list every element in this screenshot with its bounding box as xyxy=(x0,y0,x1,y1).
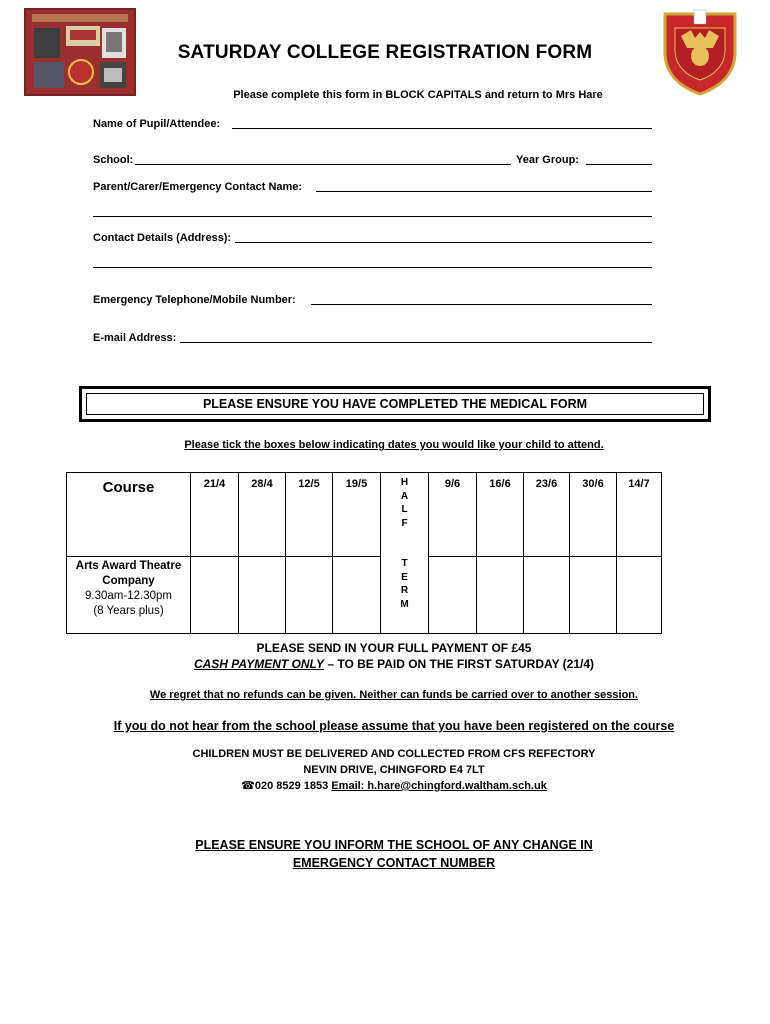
date-header: 30/6 xyxy=(570,473,617,557)
dates-table xyxy=(66,472,662,634)
tick-box[interactable] xyxy=(524,557,570,634)
date-header: 16/6 xyxy=(477,473,524,557)
parent-contact-field-line-2[interactable] xyxy=(93,216,652,217)
half-term-letter: L xyxy=(401,504,408,515)
tick-instruction: Please tick the boxes below indicating dates you would like your child to attend. xyxy=(184,439,604,451)
date-header: 28/4 xyxy=(239,473,286,557)
cash-payment-rest: – TO BE PAID ON THE FIRST SATURDAY (21/4) xyxy=(323,657,595,671)
half-term-letter: M xyxy=(400,598,409,610)
inform-notice-line-2: EMERGENCY CONTACT NUMBER xyxy=(292,856,496,870)
cash-payment-notice xyxy=(0,657,770,671)
cash-payment-emphasis: CASH PAYMENT ONLY xyxy=(193,657,324,671)
address-label: Contact Details (Address): xyxy=(93,232,232,244)
address-field-line-2[interactable] xyxy=(93,267,652,268)
half-term-letter: T xyxy=(401,558,408,569)
date-header: 23/6 xyxy=(524,473,570,557)
contact-line xyxy=(0,779,770,792)
date-header: 12/5 xyxy=(286,473,333,557)
form-instruction: Please complete this form in BLOCK CAPITALS and return to Mrs Hare xyxy=(233,89,603,101)
course-age: (8 Years plus) xyxy=(93,605,164,617)
course-name-line-1: Arts Award Theatre xyxy=(75,560,182,572)
table-row xyxy=(67,557,662,634)
course-header: Course xyxy=(67,473,191,557)
tick-box[interactable] xyxy=(429,557,477,634)
date-header: 9/6 xyxy=(429,473,477,557)
date-header: 19/5 xyxy=(333,473,381,557)
pupil-name-field[interactable] xyxy=(232,128,652,129)
tick-box[interactable] xyxy=(286,557,333,634)
half-term-letter: F xyxy=(401,517,408,529)
tick-box[interactable] xyxy=(239,557,286,634)
course-time: 9.30am-12.30pm xyxy=(85,590,172,602)
half-term-letter: R xyxy=(400,585,409,596)
emergency-phone-field[interactable] xyxy=(311,304,652,305)
tick-box[interactable] xyxy=(477,557,524,634)
contact-email: Email: h.hare@chingford.waltham.sch.uk xyxy=(331,780,547,792)
medical-form-banner xyxy=(79,386,711,422)
inform-notice-line-1: PLEASE ENSURE YOU INFORM THE SCHOOL OF ANY CHANGE IN xyxy=(195,838,593,852)
year-group-label: Year Group: xyxy=(516,154,579,166)
email-field[interactable] xyxy=(180,342,652,343)
form-title: SATURDAY COLLEGE REGISTRATION FORM xyxy=(177,42,593,63)
delivery-notice: CHILDREN MUST BE DELIVERED AND COLLECTED FROM CFS REFECTORY xyxy=(192,748,596,760)
half-term-letter: A xyxy=(400,490,409,502)
date-header: 14/7 xyxy=(617,473,662,557)
tick-box[interactable] xyxy=(570,557,617,634)
pupil-name-label: Name of Pupil/Attendee: xyxy=(93,118,221,130)
half-term-letter: H xyxy=(400,477,409,488)
school-label: School: xyxy=(93,154,134,166)
parent-contact-label: Parent/Carer/Emergency Contact Name: xyxy=(93,181,303,193)
course-name-line-2: Company xyxy=(102,575,155,587)
table-header-row xyxy=(67,473,662,557)
registration-notice: If you do not hear from the school please assume that you have been registered on the course xyxy=(113,719,675,733)
address-field[interactable] xyxy=(235,242,652,243)
email-label: E-mail Address: xyxy=(93,332,177,344)
tick-box[interactable] xyxy=(617,557,662,634)
emergency-phone-label: Emergency Telephone/Mobile Number: xyxy=(93,294,296,306)
school-field[interactable] xyxy=(135,164,511,165)
date-header: 21/4 xyxy=(191,473,239,557)
half-term-letter: E xyxy=(401,571,408,583)
parent-contact-field[interactable] xyxy=(316,191,652,192)
refund-notice: We regret that no refunds can be given. Neither can funds be carried over to another session. xyxy=(149,689,639,701)
delivery-address: NEVIN DRIVE, CHINGFORD E4 7LT xyxy=(303,764,485,776)
telephone-icon: ☎ xyxy=(241,780,255,792)
year-group-field[interactable] xyxy=(586,164,652,165)
tick-box[interactable] xyxy=(333,557,381,634)
half-term-column xyxy=(381,473,429,634)
payment-notice: PLEASE SEND IN YOUR FULL PAYMENT OF £45 xyxy=(256,641,532,655)
contact-phone: 020 8529 1853 xyxy=(254,780,332,792)
course-cell xyxy=(67,557,191,634)
medical-form-banner-text: PLEASE ENSURE YOU HAVE COMPLETED THE MEDICAL FORM xyxy=(86,393,704,415)
tick-box[interactable] xyxy=(191,557,239,634)
